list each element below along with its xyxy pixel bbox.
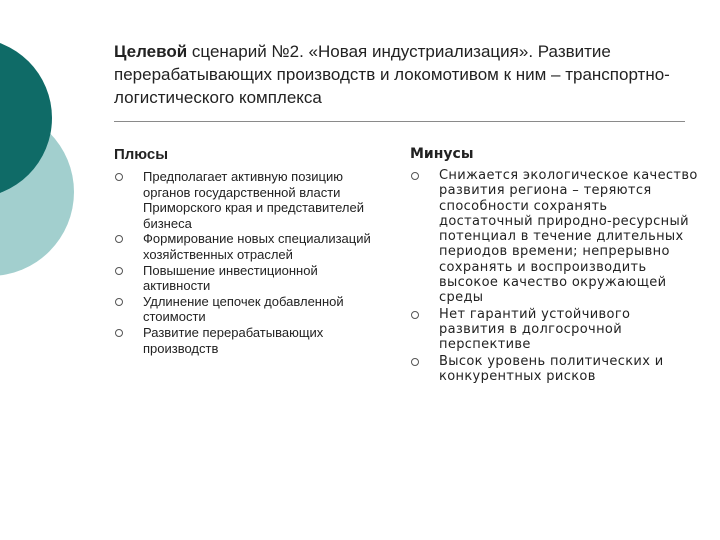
circle-bullet-icon <box>115 235 123 243</box>
list-item-text: Удлинение цепочек добавленной стоимости <box>143 293 344 325</box>
title-text: сценарий №2. «Новая индустриализация». Развитие перерабатывающих производств и локомотивом к ним – транспортно-логистического комплекса <box>114 42 670 107</box>
list-item-text: Формирование новых специализаций хозяйственных отраслей <box>143 231 371 262</box>
pros-column <box>114 146 384 356</box>
list-item <box>410 354 700 385</box>
circle-bullet-icon <box>411 172 419 180</box>
cons-list <box>410 168 700 384</box>
circle-bullet-icon <box>115 267 123 275</box>
decorative-circles <box>0 0 100 300</box>
list-item <box>114 263 384 294</box>
circle-bullet-icon <box>411 311 419 319</box>
list-item-text: Высок уровень политических и конкурентных рисков <box>439 353 664 384</box>
cons-column <box>410 146 700 385</box>
circle-bullet-icon <box>115 329 123 337</box>
title-bold: Целевой <box>114 42 188 61</box>
list-item-text: Повышение инвестиционной активности <box>143 262 318 294</box>
cons-heading: Минусы <box>410 146 474 162</box>
circle-bullet-icon <box>115 298 123 306</box>
list-item <box>410 307 700 353</box>
slide-title <box>114 40 694 109</box>
title-divider <box>114 121 685 122</box>
list-item-text: Предполагает активную позицию органов государственной власти Приморского края и представителей бизнеса <box>143 169 364 231</box>
circle-bullet-icon <box>115 173 123 181</box>
list-item-text: Снижается экологическое качество развития региона – теряются способности сохранять достаточный природно-ресурсный потенциал в течение длительных периодов времени; непрерывно сохранять и воспроизводить высокое качество окружающей среды <box>439 168 698 306</box>
pros-list <box>114 169 384 356</box>
list-item <box>114 169 384 231</box>
list-item <box>114 231 384 262</box>
circle-bullet-icon <box>411 358 419 366</box>
list-item-text: Развитие перерабатывающих производств <box>143 324 324 356</box>
pros-heading: Плюсы <box>114 146 169 163</box>
list-item <box>410 168 700 306</box>
list-item-text: Нет гарантий устойчивого развития в долгосрочной перспективе <box>439 306 631 353</box>
list-item <box>114 294 384 325</box>
list-item <box>114 325 384 356</box>
